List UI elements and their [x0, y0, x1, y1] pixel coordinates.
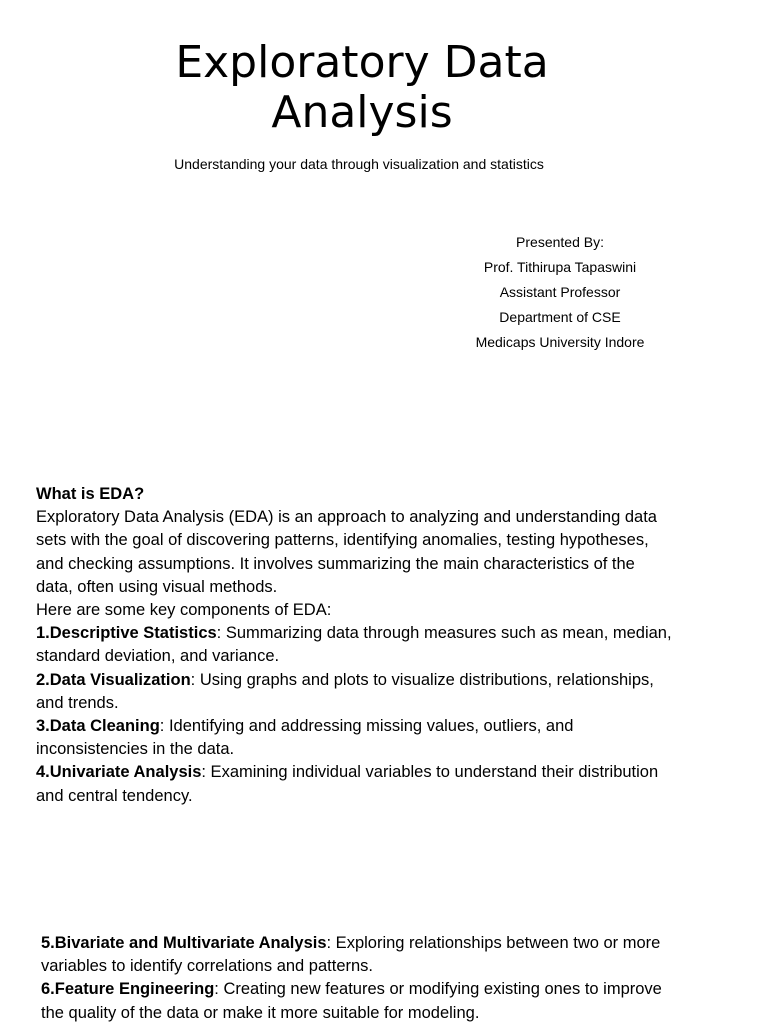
component-desc: : Summarizing data through measures such as mean, median, standard deviation, and variance. — [36, 624, 672, 666]
component-term: 2.Data Visualization — [36, 670, 191, 689]
eda-definition: Exploratory Data Analysis (EDA) is an approach to analyzing and understanding data sets with the goal of discovering patterns, identifying anomalies, testing hypotheses, and checking assumptions. It involves summarizing the main characteristics of the data, often using visual methods. — [36, 508, 657, 596]
section-heading: What is EDA? — [36, 485, 145, 503]
component-term: 5.Bivariate and Multivariate Analysis — [41, 934, 327, 952]
component-desc: : Using graphs and plots to visualize distributions, relationships, and trends. — [36, 670, 654, 712]
component-desc: : Exploring relationships between two or more variables to identify correlations and patterns. — [41, 934, 661, 976]
component-term: 3.Data Cleaning — [36, 717, 160, 736]
presenter-name: Prof. Tithirupa Tapaswini — [483, 259, 637, 275]
presenter-label: Presented By: — [516, 234, 604, 250]
title-line-2: Analysis — [271, 87, 453, 138]
component-term: 1.Descriptive Statistics — [36, 624, 217, 643]
page-title — [0, 38, 724, 138]
component-term: 4.Univariate Analysis — [36, 763, 202, 782]
component-item — [36, 669, 676, 715]
presenter-role: Assistant Professor — [499, 284, 621, 300]
components-intro: Here are some key components of EDA: — [36, 601, 332, 620]
component-item — [36, 715, 676, 761]
component-item — [41, 978, 681, 1024]
presenter-info — [455, 230, 665, 355]
component-item — [36, 622, 676, 668]
page-subtitle: Understanding your data through visualization and statistics — [174, 156, 544, 172]
component-item — [41, 932, 681, 978]
component-desc: : Identifying and addressing missing values, outliers, and inconsistencies in the data. — [36, 717, 574, 759]
title-line-1: Exploratory Data — [175, 37, 549, 88]
component-desc: : Creating new features or modifying existing ones to improve the quality of the data or make it more suitable for modeling. — [41, 980, 662, 1022]
component-desc: : Examining individual variables to understand their distribution and central tendency. — [36, 763, 659, 805]
what-is-eda-section — [36, 483, 676, 808]
presenter-department: Department of CSE — [499, 309, 621, 325]
presenter-university: Medicaps University Indore — [475, 334, 645, 350]
more-components-section — [41, 932, 681, 1025]
component-term: 6.Feature Engineering — [41, 980, 215, 999]
component-item — [36, 761, 676, 807]
